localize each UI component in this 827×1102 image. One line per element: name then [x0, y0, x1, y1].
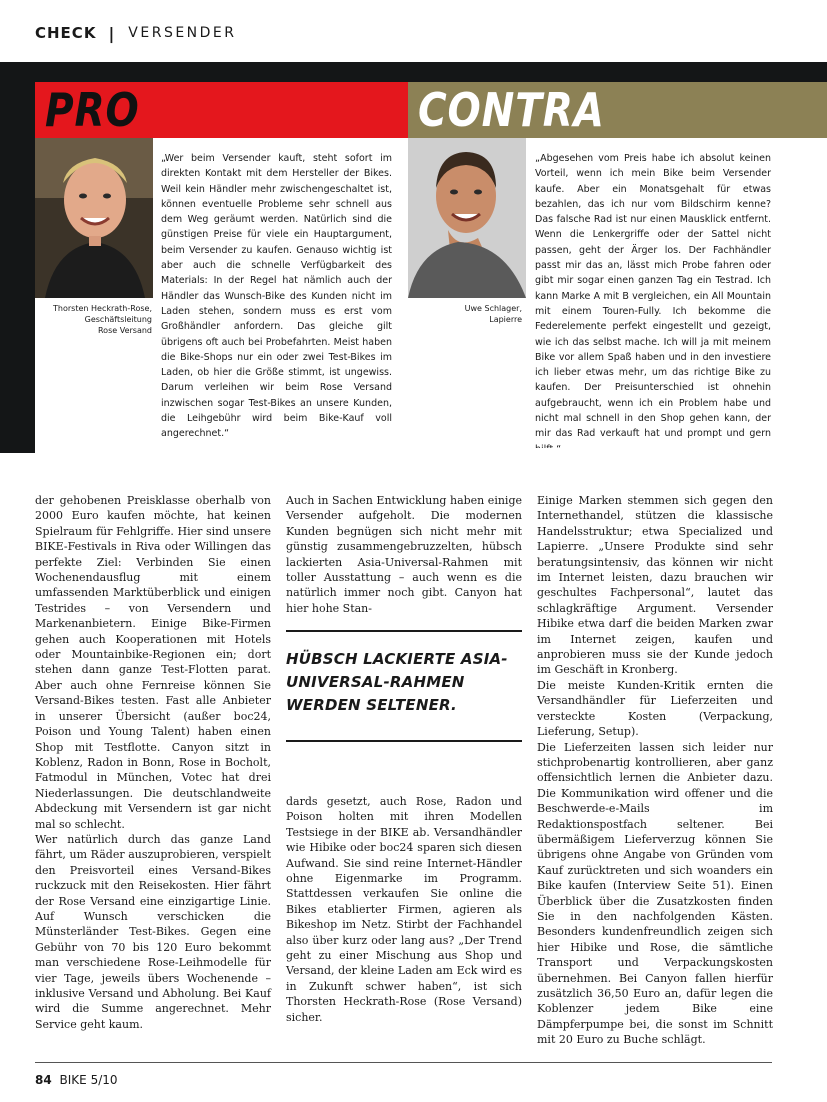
column-1-paragraph: Wer natürlich durch das ganze Land fährt, um Räder auszuprobieren, verspielt den Preisvorteil eines Versand-Bikes ruckzuck mit den Reisekosten. Hier fährt der Rose Versand eine einzigartige Linie. Auf Wunsch verschicken die Münsterländer Test-Bikes. Gegen eine Gebühr von 70 bis 120 Euro bekommt man verschiedene Rose-Leihmodelle für vier Tage, jeweils übers Wochenende – inklusive Versand und Abholung. Bei Kauf wird die Summe angerechnet. Mehr Service geht kaum. — [35, 832, 271, 1031]
column-3-paragraph: Die Lieferzeiten lassen sich leider nur stichprobenartig kontrollieren, aber ganz offensichtlich lernen die Anbieter dazu. Die Kommunikation wird offener und die Beschwerde-e-Mails im Redaktionspostfach seltener. Bei übermäßigem Lieferverzug können Sie übrigens ohne Angabe von Gründen vom Kauf zurücktreten und sich woanders ein Bike kaufen (Interview Seite 51). Einen Überblick über die Zusatzkosten finden Sie in den nachfolgenden Kästen. Besonders kundenfreundlich zeigen sich hier Hibike und Rose, die sämtliche Transport und Verpackungskosten übernehmen. Bei Canyon fallen hierfür zusätzlich 36,50 Euro an, dafür legen die Koblenzer jedem Bike eine Dämpferpumpe bei, die sonst im Schnitt mit 20 Euro zu Buche schlägt. — [537, 740, 773, 1047]
contra-portrait-photo — [408, 138, 526, 298]
pro-quote-text: „Wer beim Versender kauft, steht sofort im direkten Kontakt mit dem Hersteller der Bikes. Weil kein Händler mehr zwischengeschaltet ist, können eventuelle Probleme sehr schnell aus dem Weg geräumt werden. Natürlich sind die günstigen Preise für viele ein Hauptargument, beim Versender zu kaufen. Genauso wichtig ist aber auch die schnelle Verfügbarkeit des Materials: In der Regel hat nämlich auch der Händler das Wunsch-Bike des Kunden nicht im Laden stehen, sondern muss es erst vom Großhändler anfordern. Das gleiche gilt übrigens oft auch bei Probefahrten. Meist haben die Bike-Shops nur ein oder zwei Test-Bikes im Laden, ob hier die Größe stimmt, ist ungewiss. Darum verleihen wir beim Rose Versand inzwischen sogar Test-Bikes an unsere Kunden, die Leihgebühr wird beim Bike-Kauf voll angerechnet.“ — [161, 153, 392, 440]
column-3 — [537, 493, 773, 1048]
pro-person-role: Geschäftsleitung — [84, 315, 152, 324]
issue-label: BIKE 5/10 — [59, 1073, 118, 1087]
pro-label: PRO — [45, 83, 140, 137]
page-header — [35, 22, 237, 44]
column-1 — [35, 493, 271, 1032]
page-footer — [35, 1073, 118, 1087]
page-number: 84 — [35, 1073, 52, 1087]
pro-person-name: Thorsten Heckrath-Rose, — [53, 304, 152, 313]
contra-label: CONTRA — [418, 83, 605, 137]
column-1-paragraph: der gehobenen Preisklasse oberhalb von 2000 Euro kaufen möchte, hat keinen Spielraum für Fehlgriffe. Hier sind unsere BIKE-Festivals in Riva oder Willingen das perfekte Ziel: Verbinden Sie einen Wochenendausflug mit einem umfassenden Marktüberblick und einigen Testrides – von Versendern und Markenanbietern. Einige Bike-Firmen gehen auch Kooperationen mit Hotels oder Mountainbike-Regionen ein; dort stehen dann ganze Test-Flotten parat. Aber auch ohne Fernreise können Sie Versand-Bikes testen. Fast alle Anbieter in unserer Übersicht (außer boc24, Poison und Young Talent) haben einen Shop mit Testflotte. Canyon sitzt in Koblenz, Radon in Bonn, Rose in Bocholt, Fatmodul in München, Votec hat drei Niederlassungen. Die deutschlandweite Abdeckung mit Versendern ist gar nicht mal so schlecht. — [35, 494, 271, 831]
pro-caption — [37, 303, 152, 336]
contra-person-company: Lapierre — [489, 315, 522, 324]
contra-person-name: Uwe Schlager, — [464, 304, 522, 313]
column-2-paragraph: dards gesetzt, auch Rose, Radon und Poison holten mit ihren Modellen Testsiege in der BIKE ab. Versandhändler wie Hibike oder boc24 sparen sich diesen Aufwand. Sie sind reine Internet-Händler ohne Eigenmarke im Programm. Stattdessen verkaufen Sie online die Bikes etablierter Firmen, agieren als Bikeshop im Netz. Stirbt der Fachhandel also über kurz oder lang aus? „Der Trend geht zu einer Mischung aus Shop und Versand, der kleine Laden am Eck wird es in Zukunft schwer haben“, ist sich Thorsten Heckrath-Rose (Rose Versand) sicher. — [286, 795, 522, 1024]
pull-quote — [286, 630, 522, 742]
contra-quote-text: „Abgesehen vom Preis habe ich absolut keinen Vorteil, wenn ich mein Bike beim Versender kaufe. Aber ein Monatsgehalt für etwas bezahlen, das ich nur vom Bildschirm kenne? Das falsche Rad ist nur einen Mausklick entfernt. Wenn die Lenkergriffe oder der Sattel nicht passen, geht der Ärger los. Der Fachhändler passt mir das an, lässt mich Probe fahren oder gibt mir sogar einen ganzen Tag ein Testrad. Ich kann Marke A mit B vergleichen, ein All Mountain mit einem Touren-Fully. Ich bekomme die Federelemente perfekt eingestellt und gezeigt, wie ich das selbst mache. Ich will ja mit meinem Bike vor allem Spaß haben und in den investiere ich lieber etwas mehr, um das richtige Bike zu kaufen. Der Preisunterschied ist ohnehin aufgebraucht, wenn ich ein Problem habe und nicht mal schnell in den Shop gehen kann, der mir das Rad verkauft hat und prompt und gern — [535, 153, 771, 440]
pro-portrait-photo — [35, 138, 153, 298]
pull-quote-text: HÜBSCH LACKIERTE ASIA-UNIVERSAL-RAHMEN WERDEN SELTENER. — [286, 650, 508, 714]
header-separator: | — [108, 23, 115, 43]
contra-caption — [408, 303, 522, 325]
column-2-top — [286, 493, 522, 616]
pro-banner — [35, 82, 408, 138]
pull-quote-top-rule — [286, 630, 522, 632]
column-2-bottom — [286, 794, 522, 1025]
contra-quote-panel — [408, 138, 827, 448]
subsection-title: VERSENDER — [128, 25, 237, 41]
section-title: CHECK — [35, 24, 97, 42]
contra-banner — [408, 82, 827, 138]
column-3-paragraph: Die meiste Kunden-Kritik ernten die Versandhändler für Lieferzeiten und versteckte Kosten (Verpackung, Lieferung, Setup). — [537, 678, 773, 739]
column-2-paragraph: Auch in Sachen Entwicklung haben einige Versender aufgeholt. Die modernen Kunden begnügen sich nicht mehr mit günstig zusammengebruzzelten, hübsch lackierten Asia-Universal-Rahmen mit toller Ausstattung – auch wenn es die natürlich immer noch gibt. Canyon hat hier hohe Stan- — [286, 494, 522, 615]
pro-person-company: Rose Versand — [97, 326, 152, 335]
pull-quote-bottom-rule — [286, 740, 522, 742]
pro-quote-panel — [35, 138, 408, 448]
column-3-paragraph: Einige Marken stemmen sich gegen den Internethandel, stützen die klassische Handelsstruktur; etwa Specialized und Lapierre. „Unsere Produkte sind sehr beratungsintensiv, das können wir nicht im Internet leisten, dazu brauchen wir geschultes Fachpersonal“, lautet das schlagkräftige Argument. Versender Hibike etwa darf die beiden Marken zwar im Internet zeigen, kaufen und anprobieren muss sie der Kunde jedoch im Geschäft in Kronberg. — [537, 494, 773, 677]
footer-rule — [35, 1062, 772, 1063]
